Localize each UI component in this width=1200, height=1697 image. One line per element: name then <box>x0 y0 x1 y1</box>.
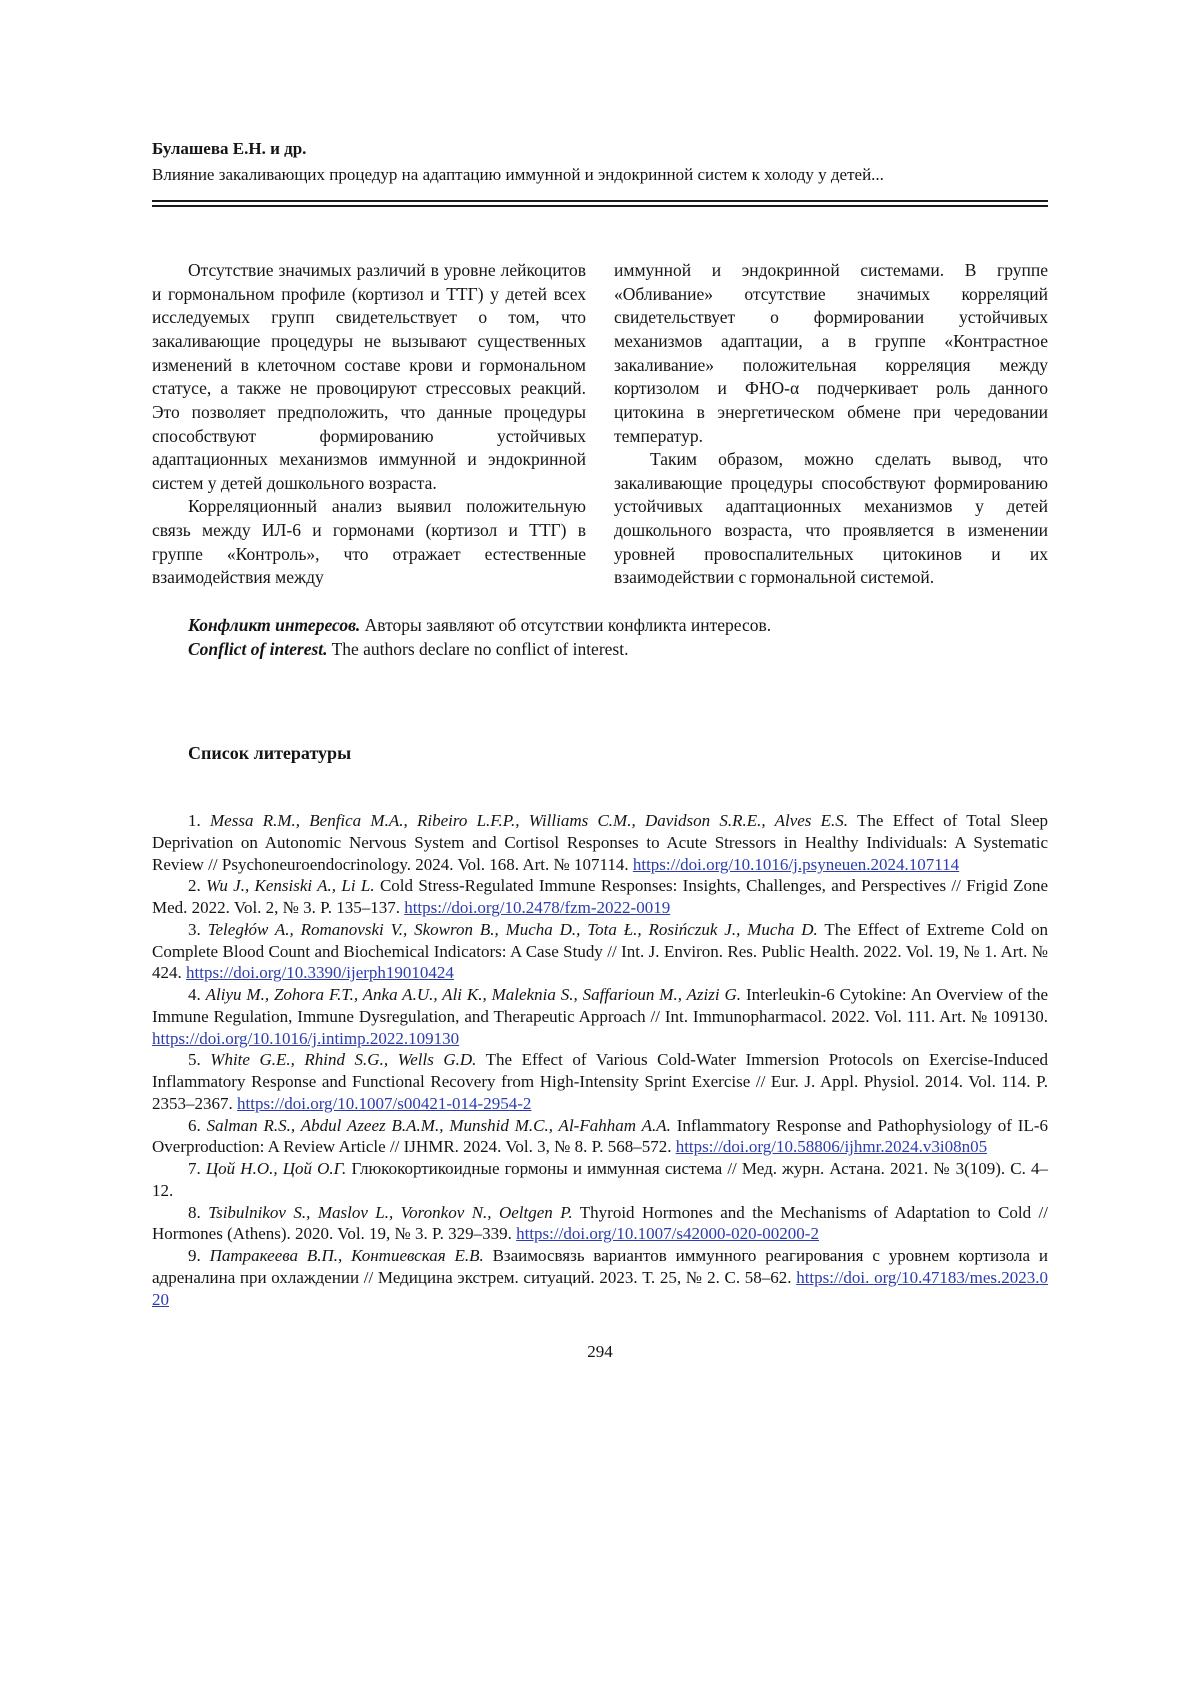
left-column <box>152 259 586 590</box>
reference-authors: Teległów A., Romanovski V., Skowron B., Mucha D., Tota Ł., Rosińczuk J., Mucha D. <box>207 919 818 939</box>
conflict-text-en: The authors declare no conflict of interest. <box>327 638 629 659</box>
reference-authors: Messa R.M., Benfica M.A., Ribeiro L.F.P., Williams C.M., Davidson S.R.E., Alves E.S. <box>210 811 849 831</box>
reference-text: The Effect of Various Cold-Water Immersion Protocols on Exercise-Induced Inflammatory Response and Functional Recovery from High-Intensity Sprint Exercise // Eur. J. Appl. Physiol. 2014. Vol. 114. P. 2353–2367. <box>152 1050 1048 1113</box>
reference-text: The Effect of Total Sleep Deprivation on Autonomic Nervous System and Cortisol Responses to Acute Stressors in Healthy Individuals: A Systematic Review // Psychoneuroendocrinology. 2024. Vol. 168. Art. № 107114. <box>152 811 1048 874</box>
reference-doi-link[interactable]: https://doi.org/10.1016/j.psyneuen.2024.107114 <box>632 854 960 874</box>
reference-item <box>152 984 1048 1049</box>
reference-doi-link[interactable]: https://doi.org/10.1007/s42000-020-00200-2 <box>516 1224 819 1244</box>
reference-authors: Tsibulnikov S., Maslov L., Voronkov N., Oeltgen P. <box>208 1202 573 1222</box>
reference-authors: Salman R.S., Abdul Azeez B.A.M., Munshid M.C., Al-Fahham A.A. <box>206 1115 671 1135</box>
reference-text: The Effect of Extreme Cold on Complete Blood Count and Biochemical Indicators: A Case Study // Int. J. Environ. Res. Public Health. 2022. Vol. 19, № 1. Art. № 424. <box>152 919 1049 983</box>
reference-doi-link[interactable]: https://doi.org/10.1016/j.intimp.2022.109130 <box>152 1028 460 1048</box>
reference-doi-link[interactable]: https://doi.org/10.1007/s00421-014-2954-2 <box>237 1093 532 1113</box>
reference-item <box>152 1245 1048 1310</box>
running-head-title: Влияние закаливающих процедур на адаптацию иммунной и эндокринной систем к холоду у детей... <box>152 165 884 185</box>
reference-number: 5. <box>188 1050 201 1070</box>
reference-text: Cold Stress-Regulated Immune Responses: Insights, Challenges, and Perspectives // Frigid Zone Med. 2022. Vol. 2, № 3. P. 135–137. <box>152 876 1049 918</box>
running-head-authors: Булашева Е.Н. и др. <box>152 139 307 158</box>
reference-number: 8. <box>188 1202 201 1222</box>
page-number: 294 <box>587 1342 613 1361</box>
reference-text: Thyroid Hormones and the Mechanisms of Adaptation to Cold // Hormones (Athens). 2020. Vol. 19, № 3. P. 329–339. <box>152 1202 1048 1244</box>
conflict-label-ru: Конфликт интересов. <box>188 614 361 635</box>
reference-doi-link[interactable]: https://doi. org/10.47183/mes.2023.020 <box>152 1267 1048 1309</box>
reference-authors: Патракеева В.П., Контиевская Е.В. <box>209 1246 484 1266</box>
reference-doi-link[interactable]: https://doi.org/10.3390/ijerph19010424 <box>186 963 454 983</box>
reference-authors: White G.E., Rhind S.G., Wells G.D. <box>210 1050 477 1070</box>
right-column <box>614 259 1048 590</box>
reference-item <box>152 1158 1048 1202</box>
references-list <box>152 810 1048 1310</box>
reference-text: Взаимосвязь вариантов иммунного реагирования с уровнем кортизола и адреналина при охлаждении // Медицина экстрем. ситуаций. 2023. Т. 25, № 2. С. 58–62. <box>152 1246 1049 1287</box>
reference-text: Глюкокортикоидные гормоны и иммунная система // Мед. журн. Астана. 2021. № 3(109). С. 4–12. <box>152 1159 1049 1200</box>
reference-authors: Wu J., Kensiski A., Li L. <box>206 876 375 896</box>
reference-number: 3. <box>188 919 201 939</box>
conflict-statement-ru <box>152 614 1048 638</box>
conflict-statement-en <box>152 638 1048 662</box>
reference-text: Interleukin-6 Cytokine: An Overview of the Immune Regulation, Immune Dysregulation, and Therapeutic Approach // Int. Immunopharmacol. 2022. Vol. 111. Art. № 109130. <box>152 985 1049 1026</box>
body-columns <box>152 259 1048 590</box>
reference-text: Inflammatory Response and Pathophysiology of IL-6 Overproduction: A Review Article // IJHMR. 2024. Vol. 3, № 8. P. 568–572. <box>152 1115 1048 1157</box>
reference-number: 9. <box>188 1246 201 1266</box>
reference-number: 2. <box>188 876 201 896</box>
reference-number: 6. <box>188 1115 201 1135</box>
reference-item <box>152 1115 1048 1159</box>
body-paragraph: Отсутствие значимых различий в уровне лейкоцитов и гормональном профиле (кортизол и ТТГ) у детей всех исследуемых групп свидетельствует о том, что закаливающие процедуры не вызывают существенных изменений в клеточном составе крови и гормональном статусе, а также не провоцируют стрессовых реакций. Это позволяет предположить, что данные процедуры способствуют формированию устойчивых адаптационных механизмов иммунной и эндокринной систем у детей дошкольного возраста. <box>152 260 586 493</box>
reference-doi-link[interactable]: https://doi.org/10.2478/fzm-2022-0019 <box>404 898 671 918</box>
body-paragraph: Таким образом, можно сделать вывод, что закаливающие процедуры способствуют формированию устойчивых адаптационных механизмов у детей дошкольного возраста, что проявляется в изменении уровней провоспалительных цитокинов и их взаимодействии с гормональной системой. <box>614 449 1048 588</box>
header-double-rule <box>152 200 1048 207</box>
conflict-text-ru: Авторы заявляют об отсутствии конфликта интересов. <box>360 614 772 635</box>
reference-number: 1. <box>188 811 201 831</box>
reference-doi-link[interactable]: https://doi.org/10.58806/ijhmr.2024.v3i08n05 <box>675 1137 988 1157</box>
reference-number: 4. <box>188 985 201 1005</box>
conflict-label-en: Conflict of interest. <box>188 638 328 659</box>
reference-authors: Aliyu M., Zohora F.T., Anka A.U., Ali K., Maleknia S., Saffarioun M., Azizi G. <box>205 985 742 1005</box>
reference-item <box>152 1049 1048 1114</box>
reference-item <box>152 1202 1048 1246</box>
reference-number: 7. <box>188 1159 201 1179</box>
conflict-of-interest-block <box>152 614 1048 661</box>
body-paragraph: иммунной и эндокринной системами. В группе «Обливание» отсутствие значимых корреляций свидетельствует о формировании устойчивых механизмов адаптации, а в группе «Контрастное закаливание» положительная корреляция между кортизолом и ФНО-α подчеркивает роль данного цитокина в энергетическом обмене при чередовании температур. <box>614 260 1048 446</box>
references-heading: Список литературы <box>188 743 352 764</box>
reference-item <box>152 810 1048 875</box>
body-paragraph: Корреляционный анализ выявил положительную связь между ИЛ-6 и гормонами (кортизол и ТТГ) в группе «Контроль», что отражает естественные взаимодействия между <box>152 496 586 588</box>
reference-item <box>152 875 1048 919</box>
reference-item <box>152 919 1048 984</box>
reference-authors: Цой Н.О., Цой О.Г. <box>205 1159 347 1179</box>
